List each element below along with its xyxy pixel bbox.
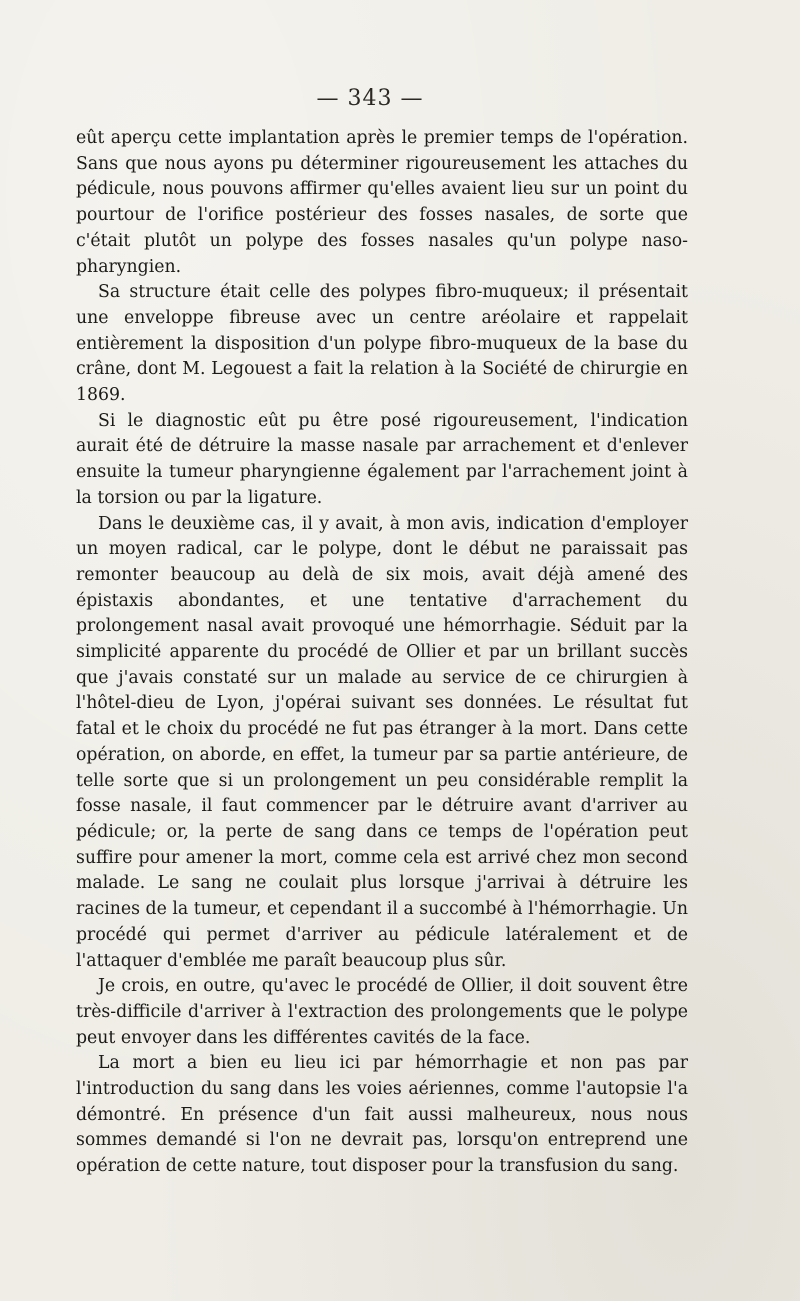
page-number: — 343 — xyxy=(316,86,424,111)
paragraph-2: Sa structure était celle des polypes fibro-muqueux; il présentait une enveloppe fibreuse avec un centre aréolaire et rappelait entièrement la disposition d'un polype fibro-muqueux de la base du crâne, dont M. Legouest a fait la relation à la Société de chirurgie en 1869. xyxy=(76,282,688,406)
paragraph-1: eût aperçu cette implantation après le premier temps de l'opération. Sans que nous ayons pu déterminer rigoureusement les attaches du pédicule, nous pouvons affirmer qu'elles avaient lieu sur un point du pourtour de l'orifice postérieur des fosses nasales, de sorte que c'était plutôt un polype des fosses nasales qu'un polype naso-pharyngien. xyxy=(76,128,688,277)
paragraph-6: La mort a bien eu lieu ici par hémorrhagie et non pas par l'introduction du sang dans les voies aériennes, comme l'autopsie l'a démontré. En présence d'un fait aussi malheureux, nous nous sommes demandé si l'on ne devrait pas, lorsqu'on entreprend une opération de cette nature, tout disposer pour la transfusion du sang. xyxy=(76,1053,688,1177)
paragraph-5: Je crois, en outre, qu'avec le procédé de Ollier, il doit souvent être très-difficile d'arriver à l'extraction des prolongements que le polype peut envoyer dans les différentes cavités de la face. xyxy=(76,976,688,1048)
paragraph-3: Si le diagnostic eût pu être posé rigoureusement, l'indication aurait été de détruire la masse nasale par arrachement et d'enlever ensuite la tumeur pharyngienne également par l'arrachement joint à la torsion ou par la ligature. xyxy=(76,410,688,508)
body-text xyxy=(76,126,688,1180)
paragraph-4: Dans le deuxième cas, il y avait, à mon avis, indication d'employer un moyen radical, car le polype, dont le début ne paraissait pas remonter beaucoup au delà de six mois, avait déjà amené des épistaxis abondantes, et une tentative d'arrachement du prolongement nasal avait provoqué une hémorrhagie. Séduit par la simplicité apparente du procédé de Ollier et par un brillant succès que j'avais constaté sur un malade au service de ce chirurgien à l'hôtel-dieu de Lyon, j'opérai suivant ses données. Le résultat fut fatal et le choix du procédé ne fut pas étranger à la mort. Dans cette opération, on aborde, en effet, la tumeur par sa partie antérieure, de telle sorte que si un prolongement un peu considérable remplit la fosse nasale, il faut commencer par le détruire avant d'arriver au pédicule; or, la perte de sang dans ce temps de l'opération peut suffire pour amener la mort, comme cela est arrivé chez mon second malade. Le sang ne coulait plus lorsque j'arrivai à détruire les racines de la tumeur, et cependant il a succombé à l'hémorrhagie. Un procédé qui permet d'arriver au pédicule latéralement et de l'attaquer d'emblée me paraît beaucoup plus sûr. xyxy=(76,513,688,971)
